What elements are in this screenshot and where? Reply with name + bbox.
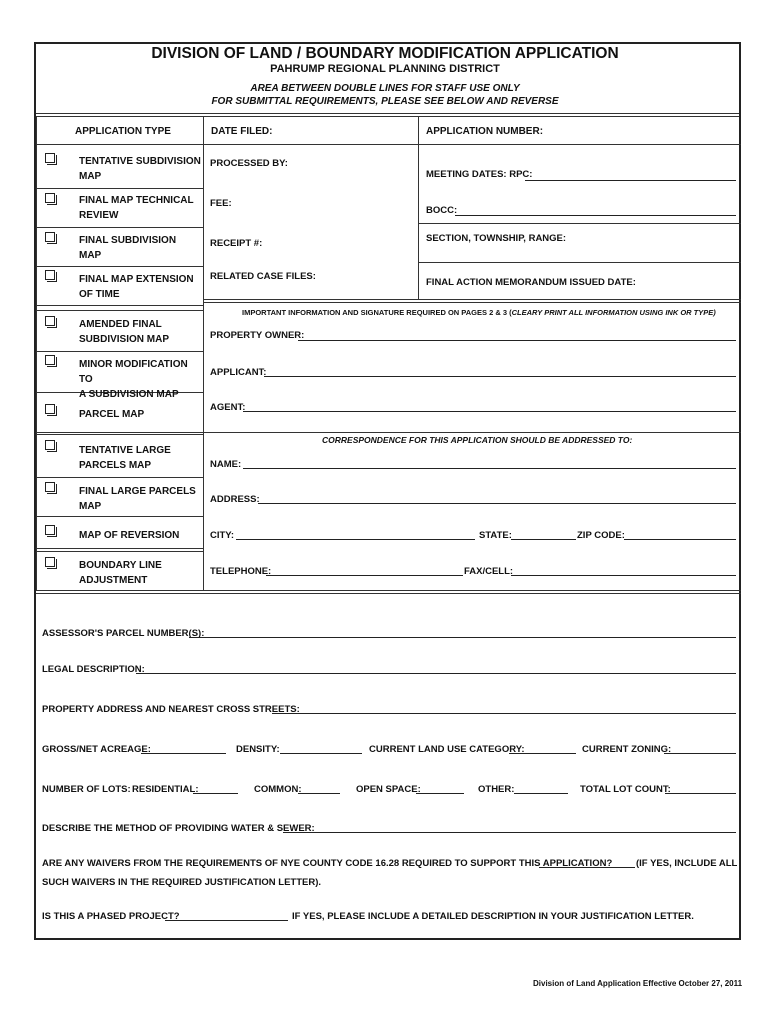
apn-field[interactable] (189, 637, 736, 638)
type-line1: AMENDED FINAL (79, 319, 162, 330)
zip-label: ZIP CODE: (577, 530, 625, 541)
types-row-line (36, 516, 203, 517)
double-line-bottom-2 (203, 302, 741, 303)
types-row-line (36, 310, 203, 311)
water-sewer-label: DESCRIBE THE METHOD OF PROVIDING WATER & SEWER: (42, 823, 315, 834)
type-line2: REVIEW (79, 210, 119, 221)
bocc-label: BOCC: (426, 205, 458, 216)
agent-label: AGENT: (210, 402, 246, 413)
types-row-line (36, 434, 203, 435)
legal-description-field[interactable] (136, 673, 736, 674)
name-label: NAME: (210, 459, 242, 470)
type-final-subdivision (79, 233, 209, 263)
types-row-line (36, 548, 203, 549)
final-action-label: FINAL ACTION MEMORANDUM ISSUED DATE: (426, 277, 636, 288)
residential-field[interactable] (193, 793, 238, 794)
type-final-map-extension (79, 272, 209, 302)
state-field[interactable] (511, 539, 576, 540)
type-map-reversion (79, 528, 209, 543)
checkbox-amended-final[interactable] (45, 316, 55, 326)
type-line1: TENTATIVE SUBDIVISION (79, 156, 201, 167)
staff-row-line-3 (418, 262, 741, 263)
application-type-header: APPLICATION TYPE (75, 126, 171, 137)
application-number-label: APPLICATION NUMBER: (426, 126, 544, 137)
density-label: DENSITY: (236, 744, 280, 755)
checkbox-final-large[interactable] (45, 482, 55, 492)
checkbox-tentative-subdivision[interactable] (45, 153, 55, 163)
type-line1: TENTATIVE LARGE (79, 445, 171, 456)
section-township-label: SECTION, TOWNSHIP, RANGE: (426, 233, 567, 244)
important-note-italic: CLEARY PRINT ALL INFORMATION USING INK OR TYPE) (511, 308, 716, 317)
double-line-bottom-1 (203, 299, 741, 300)
common-field[interactable] (298, 793, 340, 794)
total-lot-label: TOTAL LOT COUNT: (580, 784, 671, 795)
lots-label: NUMBER OF LOTS: (42, 784, 131, 795)
processed-by-label: PROCESSED BY: (210, 158, 288, 169)
type-line1: FINAL SUBDIVISION (79, 235, 177, 246)
checkbox-final-subdivision[interactable] (45, 232, 55, 242)
acreage-field[interactable] (141, 753, 226, 754)
state-label: STATE: (479, 530, 512, 541)
water-sewer-field[interactable] (283, 832, 736, 833)
type-boundary-line (79, 558, 209, 588)
types-row-line (36, 305, 203, 306)
staff-row-line-2 (418, 223, 741, 224)
type-tentative-subdivision (79, 154, 209, 184)
phased-label: IS THIS A PHASED PROJECT? (42, 911, 180, 922)
type-line1: BOUNDARY LINE (79, 560, 162, 571)
checkbox-tentative-large[interactable] (45, 440, 55, 450)
meeting-dates-label: MEETING DATES: RPC: (426, 169, 533, 180)
checkbox-final-map-technical[interactable] (45, 193, 55, 203)
property-owner-label: PROPERTY OWNER: (210, 330, 305, 341)
types-row-line (36, 266, 203, 267)
apn-label: ASSESSOR'S PARCEL NUMBER(S): (42, 628, 205, 639)
telephone-label: TELEPHONE: (210, 566, 272, 577)
receipt-label: RECEIPT #: (210, 238, 263, 249)
type-line2: MAP (79, 171, 102, 182)
common-label: COMMON: (254, 784, 302, 795)
fax-label: FAX/CELL: (464, 566, 514, 577)
type-line2: MAP (79, 501, 102, 512)
form-title: DIVISION OF LAND / BOUNDARY MODIFICATION APPLICATION (151, 45, 619, 62)
double-line-top-1 (36, 113, 739, 114)
correspondence-note: CORRESPONDENCE FOR THIS APPLICATION SHOULD BE ADDRESSED TO: (322, 435, 633, 445)
checkbox-final-map-extension[interactable] (45, 270, 55, 280)
name-field[interactable] (243, 468, 736, 469)
checkbox-boundary-line[interactable] (45, 557, 55, 567)
property-address-label: PROPERTY ADDRESS AND NEAREST CROSS STREETS: (42, 704, 300, 715)
important-note-text: IMPORTANT INFORMATION AND SIGNATURE REQUIRED ON PAGES 2 & 3 ( (242, 308, 512, 317)
other-field[interactable] (514, 793, 568, 794)
land-use-field[interactable] (509, 753, 576, 754)
open-space-field[interactable] (416, 793, 464, 794)
section-divider-1 (36, 590, 741, 591)
zoning-label: CURRENT ZONING: (582, 744, 672, 755)
applicant-field[interactable] (264, 376, 736, 377)
date-filed-label: DATE FILED: (211, 126, 273, 137)
checkbox-parcel-map[interactable] (45, 404, 55, 414)
bocc-date-field[interactable] (455, 215, 736, 216)
type-line1: FINAL LARGE PARCELS (79, 486, 196, 497)
types-row-line (36, 551, 203, 552)
type-tentative-large (79, 443, 209, 473)
applicant-label: APPLICANT: (210, 367, 267, 378)
type-final-large (79, 484, 209, 514)
checkbox-map-reversion[interactable] (45, 525, 55, 535)
other-label: OTHER: (478, 784, 515, 795)
types-row-line (36, 188, 203, 189)
acreage-label: GROSS/NET ACREAGE: (42, 744, 151, 755)
type-line2: PARCELS MAP (79, 460, 152, 471)
type-line2: MAP (79, 250, 102, 261)
double-line-top-2 (36, 116, 739, 117)
waivers-note-2: SUCH WAIVERS IN THE REQUIRED JUSTIFICATION LETTER). (42, 877, 322, 888)
residential-label: RESIDENTIAL: (132, 784, 199, 795)
property-address-field[interactable] (272, 713, 736, 714)
checkbox-minor-modification[interactable] (45, 355, 55, 365)
form-subtitle: PAHRUMP REGIONAL PLANNING DISTRICT (270, 63, 500, 75)
footer-effective-date: Division of Land Application Effective October 27, 2011 (533, 979, 743, 988)
type-final-map-technical (79, 193, 209, 223)
types-row-line (36, 351, 203, 352)
waivers-label: ARE ANY WAIVERS FROM THE REQUIREMENTS OF NYE COUNTY CODE 16.28 REQUIRED TO SUPPORT THIS APPLICATION? (42, 858, 613, 869)
staff-row-line (203, 144, 741, 145)
waivers-field[interactable] (539, 867, 635, 868)
legal-description-label: LEGAL DESCRIPTION: (42, 664, 145, 675)
important-note (242, 308, 716, 317)
zoning-field[interactable] (664, 753, 736, 754)
types-header-line (36, 144, 203, 145)
land-use-label: CURRENT LAND USE CATEGORY: (369, 744, 525, 755)
total-lot-field[interactable] (665, 793, 736, 794)
density-field[interactable] (280, 753, 362, 754)
waivers-note: (IF YES, INCLUDE ALL (636, 858, 738, 869)
types-row-line (36, 227, 203, 228)
correspondence-divider (203, 432, 741, 433)
address-field[interactable] (258, 503, 736, 504)
type-line2: OF TIME (79, 289, 120, 300)
types-right-border (203, 117, 204, 590)
related-case-label: RELATED CASE FILES: (210, 271, 316, 282)
staff-col-divider-2 (418, 117, 419, 300)
type-line2: A SUBDIVISION MAP (79, 389, 179, 400)
staff-note: AREA BETWEEN DOUBLE LINES FOR STAFF USE ONLY (250, 83, 520, 94)
type-line2: SUBDIVISION MAP (79, 334, 170, 345)
type-amended-final (79, 317, 209, 347)
fee-label: FEE: (210, 198, 232, 209)
open-space-label: OPEN SPACE: (356, 784, 421, 795)
type-parcel-map (79, 407, 209, 422)
telephone-field[interactable] (266, 575, 463, 576)
fax-field[interactable] (511, 575, 736, 576)
zip-field[interactable] (624, 539, 736, 540)
types-row-line (36, 432, 203, 433)
agent-field[interactable] (243, 411, 736, 412)
submittal-note: FOR SUBMITTAL REQUIREMENTS, PLEASE SEE BELOW AND REVERSE (211, 96, 559, 107)
city-field[interactable] (236, 539, 475, 540)
type-line1: FINAL MAP TECHNICAL (79, 195, 194, 206)
type-line1: PARCEL MAP (79, 409, 145, 420)
type-line1: MAP OF REVERSION (79, 530, 180, 541)
type-line2: ADJUSTMENT (79, 575, 148, 586)
phased-field[interactable] (165, 920, 288, 921)
rpc-date-field[interactable] (525, 180, 736, 181)
phased-note: IF YES, PLEASE INCLUDE A DETAILED DESCRIPTION IN YOUR JUSTIFICATION LETTER. (292, 911, 694, 922)
type-line1: MINOR MODIFICATION TO (79, 359, 188, 385)
address-label: ADDRESS: (210, 494, 260, 505)
type-line1: FINAL MAP EXTENSION (79, 274, 194, 285)
section-divider-2 (36, 593, 741, 594)
type-minor-modification (79, 357, 204, 402)
property-owner-field[interactable] (298, 340, 736, 341)
city-label: CITY: (210, 530, 235, 541)
types-row-line (36, 477, 203, 478)
